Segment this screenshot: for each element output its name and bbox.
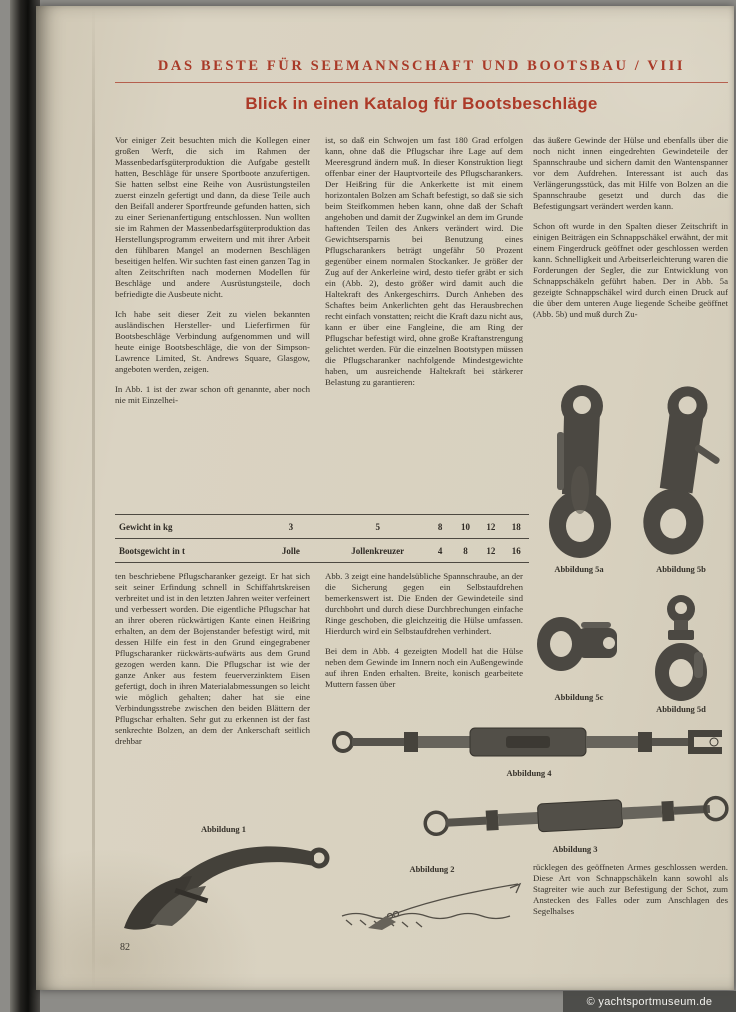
figure-5c [533,592,625,714]
table-cell: 3 [288,521,294,532]
figure-5a [533,372,625,574]
text-column-2-top [325,135,523,512]
figure-3 [420,784,730,854]
table-cell: 12 [486,545,496,556]
page-fold-shadow [92,6,95,990]
table-row-label: Gewicht in kg [119,521,173,532]
text-column-1-top [115,135,310,512]
figure-caption: Abbildung 2 [409,864,455,874]
paragraph: ist, so daß ein Schwojen um fast 180 Grad erfolgen kann, ohne daß die Pflugschar ihre Lage auf dem Meeresgrund ändern muß. In dieser Konstruktion liegt offenbar einer der Hauptvorteile des Pflugscharankers. Der Heißring für die Ankerkette ist mit einem horizontalen Bolzen am Schaft befestigt, so daß sie sich beim Steifkommen heben kann, ohne daß der Schaft angehoben und damit der Zugwinkel an dem im Grunde haftenden Teilen des Ankers verändert wird. Die Gewichtsersparnis bei Benutzung eines Pflugscharankers beträgt ungefähr 50 Prozent gegenüber einem normalen Stockanker. Je größer der Zug auf der Ankerleine wird, desto tiefer gräbt er sich ein (Abb. 2), desto größer wird damit auch die Haltekraft des Ankergeschirrs. Durch Anheben des Schaftes beim Ankerlichten geht das Herausbrechen recht einfach vonstatten; reicht die Kraft dazu nicht aus, kann er über eine Fangleine, die am Ring der Pflugschar befestigt wird, ohne große Kraftanstrengung gelichtet werden. Für die einzelnen Bootstypen müssen die Pflugscharanker nachfolgende Mindestgewichte haben, um ausreichende Haltekraft bei stärkerer Belastung zu garantieren: [325,135,523,387]
figure-caption: Abbildung 5c [554,692,604,702]
figure-2 [338,864,526,934]
table-row [115,515,529,538]
table-cell: Jolle [281,545,300,556]
figure-caption: Abbildung 1 [200,824,247,834]
figure-caption: Abbildung 5d [656,704,706,714]
paragraph: rücklegen des geöffneten Armes geschlossen werden. Diese Art von Schnappschäkeln kann sowohl als Stagreiter wie auch zur Befestigung der Schot, zum Anstecken des Falles oder zum Anschlagen des Segelhalses [533,862,728,916]
article-title: Blick in einen Katalog für Bootsbeschläge [245,94,598,113]
paragraph: Bei dem in Abb. 4 gezeigten Modell hat die Hülse neben dem Gewinde im Innern noch ein Außengewinde auf ihren Enden erhalten. Breite, konisch gearbeitete Muttern fassen über [325,646,523,689]
table-row-label: Bootsgewicht in t [119,545,185,556]
figure-5d [635,592,727,714]
figure-row-5c-5d [533,592,728,714]
paragraph: Schon oft wurde in den Spalten dieser Zeitschrift in einigen Beiträgen ein Schnappschäkel erwähnt, der mit einem Fingerdruck geöffnet oder geschlossen werden kann. Schnelligkeit und Arbeitserleichterung waren die Forderungen der Segler, die zur Entwicklung von Schnappschäkeln geführt haben. Der in Abb. 5a gezeigte Schnappschäkel wird durch einen Druck auf die über dem unteren Auge liegende Scheibe geöffnet (Abb. 5b) und muß durch Zu- [533,221,728,319]
table-cell: Jollenkreuzer [351,545,405,556]
table-cell: 16 [511,545,521,556]
figure-caption: Abbildung 5b [656,564,706,574]
watermark: © yachtsportmuseum.de [563,991,736,1012]
magazine-page [36,6,734,990]
paragraph: Ich habe seit dieser Zeit zu vielen bekannten ausländischen Hersteller- und Lieferfirmen für Bootsbeschläge Verbindung aufgenommen und will heute einige Bootsbeschläge, die von der Simpson-Lawrence Limited, St. Andrews Square, Glasgow, angeboten werden, zeigen. [115,309,310,374]
plow-anchor-illustration [116,836,331,936]
table-cell: 18 [511,521,521,532]
table-cell: 5 [375,521,380,532]
figure-caption: Abbildung 4 [506,768,552,778]
table-cell: 8 [463,545,468,556]
figure-4 [330,714,728,778]
paragraph: das äußere Gewinde der Hülse und ebenfalls über die noch nicht innen eingedrehten Gewindeteile der Spannschraube und sichern damit den Wantenspanner vor dem Aufdrehen. Interessant ist auch das Verlängerungsstück, das mit Hilfe von Bolzen an die Spannschraube gesetzt und durch das die Befestigungsart verändert werden kann. [533,135,728,211]
text-column-2-bottom [325,571,523,711]
turnbuckle-illustration-4 [330,716,728,768]
table-cell: 10 [461,521,471,532]
paragraph: In Abb. 1 ist der zwar schon oft genannte, aber noch nie mit Einzelhei- [115,384,310,405]
table-row [115,538,529,562]
table-cell: 4 [437,545,443,556]
title-rule [115,82,728,83]
figure-row-5a-5b [533,372,728,574]
paragraph: ten beschriebene Pflugscharanker gezeigt. Er hat sich seit seiner Erfindung schnell in Schiffahrtskreisen verbreitet und ist in den letzten Jahren weiter verfeinert und verbessert worden. Die eigentliche Pflugschar hat an ihrer oberen rückwärtigen Kante einen Heißring erhalten, an dem der Bojenstander befestigt wird, mit dessen Hilfe ein fest in den Grund eingegrabener Pflugscharanker rückwärts-aufwärts aus dem Grund gezogen werden kann. Die Pflugschar ist wie der ganze Anker aus festem feuerverzinktem Eisen gefertigt, doch in ihren Materialabmessungen so leicht wie möglich gehalten; daher hat sie eine Verbindungsstrebe zwischen den beiden Blättern der Pflugschar erhalten. Sehr gut zu erkennen ist der fast senkrechte Bolzen, an dem der Ankerschaft seitlich drehbar [115,571,310,746]
text-column-1-bottom [115,571,310,823]
paragraph: Vor einiger Zeit besuchten mich die Kollegen einer großen Werft, die sich im Rahmen der Massenbedarfsgüterproduktion die Aufgabe gestellt hatten, Beschläge für unsere Sportboote anzufertigen. Sie hatten selbst eine Reihe von Ausrüstungsteilen zuerst einzeln gefertigt und dann, da diese Teile auch den Beifall anderer Sportfreunde gefunden hatten, sich zu einer Serienanfertigung entschlossen. Nun wollten sie im Rahmen der Massenbedarfsgüterproduktion das Herstellungsprogramm erweitern und mit ihrer Arbeit den fühlbaren Mangel an modernen Beschlägen beseitigen helfen. Wir suchten fast einen ganzen Tag in alten Zeitschriften nach modernen Modellen für Beschläge und andere Ausrüstungsteile, doch befriedigte die Ausbeute nicht. [115,135,310,299]
figure-1 [116,824,331,936]
paragraph: Abb. 3 zeigt eine handelsübliche Spannschraube, an der die Sicherung gegen ein Selbstaufdrehen bemerkenswert ist. Die Enden der Gewindeteile sind durchbohrt und durch diese Durchbrechungen einfache Ringe geschoben, die gleichzeitig die Hülse umfassen. Hierdurch wird ein Selbstaufdrehen verhindert. [325,571,523,636]
figure-5b [635,372,727,574]
anchor-digging-sketch [338,876,526,934]
snap-shackle-illustration-5a [533,372,625,564]
text-column-3-bottom [533,862,728,926]
table-cell: 8 [437,521,443,532]
anchor-weights-table [115,514,529,563]
text-column-3-top [533,135,728,369]
figure-caption: Abbildung 5a [554,564,604,574]
swivel-shackle-illustration-5d [641,592,721,704]
figure-caption: Abbildung 3 [552,844,598,854]
page-number: 82 [120,942,130,953]
snap-shackle-illustration-5b [635,372,727,564]
series-title: DAS BESTE FÜR SEEMANNSCHAFT UND BOOTSBAU / VIII [157,58,686,74]
table-cell: 12 [486,521,496,532]
turnbuckle-illustration-3 [420,786,730,844]
snap-shackle-illustration-5c [533,592,625,692]
